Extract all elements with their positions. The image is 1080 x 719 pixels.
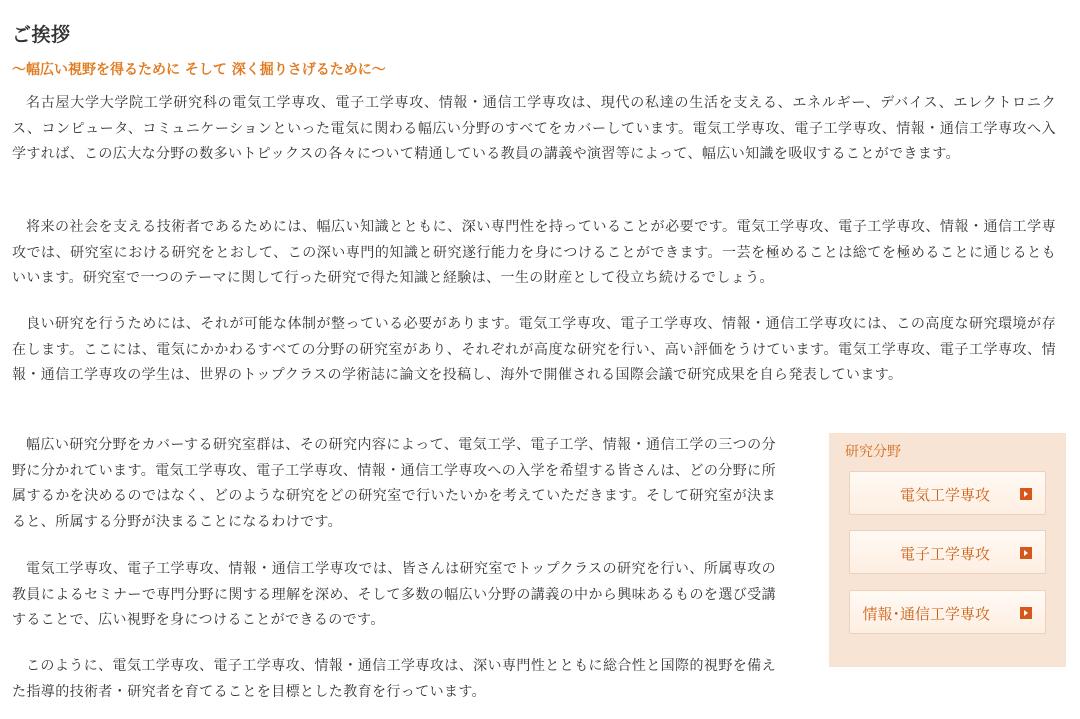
arrow-right-icon bbox=[1020, 607, 1032, 619]
paragraph-seminars: 電気工学専攻、電子工学専攻、情報・通信工学専攻では、皆さんは研究室でトップクラスの研究を行い、所属専攻の教員によるセミナーで専門分野に関する理解を深め、そして多数の幅広い分野の講義の中から興味あるものを選び受講することで、広い視野を身につけることができるのです。 bbox=[12, 561, 776, 628]
research-fields-box bbox=[829, 433, 1066, 667]
research-fields-title: 研究分野 bbox=[845, 444, 901, 460]
information-communication-engineering-label: 情報･通信工学専攻 bbox=[862, 605, 990, 623]
electronics-engineering-button[interactable] bbox=[849, 530, 1046, 574]
information-communication-engineering-button[interactable] bbox=[849, 590, 1046, 634]
arrow-right-icon bbox=[1020, 488, 1032, 500]
electronics-engineering-label: 電子工学専攻 bbox=[899, 545, 990, 563]
paragraph-specialty: 将来の社会を支える技術者であるためには、幅広い知識とともに、深い専門性を持っていることが必要です。電気工学専攻、電子工学専攻、情報・通信工学専攻では、研究室における研究をとおして、この深い専門的知識と研究遂行能力を身につけることができます。一芸を極めることは総てを極めることに通じるともいいます。研究室で一つのテーマに関して行った研究で得た知識と経験は、一生の財産として役立ち続けるでしょう。 bbox=[12, 219, 1056, 286]
paragraph-research-environment: 良い研究を行うためには、それが可能な体制が整っている必要があります。電気工学専攻、電子工学専攻、情報・通信工学専攻には、この高度な研究環境が存在します。ここには、電気にかかわるすべての分野の研究室があり、それぞれが高度な研究を行い、高い評価をうけています。電気工学専攻、電子工学専攻、情報・通信工学専攻の学生は、世界のトップクラスの学術誌に論文を投稿し、海外で開催される国際会議で研究成果を自ら発表しています。 bbox=[12, 316, 1056, 383]
electrical-engineering-label: 電気工学専攻 bbox=[899, 486, 990, 504]
page-subtitle: 〜幅広い視野を得るために そして 深く掘りさげるために〜 bbox=[12, 62, 386, 78]
page-title: ご挨拶 bbox=[12, 24, 71, 46]
paragraph-intro: 名古屋大学大学院工学研究科の電気工学専攻、電子工学専攻、情報・通信工学専攻は、現代の私達の生活を支える、エネルギー、デバイス、エレクトロニクス、コンピュータ、コミュニケーションといった電気に関わる幅広い分野のすべてをカバーしています。電気工学専攻、電子工学専攻、情報・通信工学専攻へ入学すれば、この広大な分野の数多いトピックスの各々について精通している教員の講義や演習等によって、幅広い知識を吸収することができます。 bbox=[12, 95, 1056, 162]
paragraph-research-fields: 幅広い研究分野をカバーする研究室群は、その研究内容によって、電気工学、電子工学、情報・通信工学の三つの分野に分かれています。電気工学専攻、電子工学専攻、情報・通信工学専攻への入学を希望する皆さんは、どの分野に所属するかを決めるのではなく、どのような研究をどの研究室で行いたいかを考えていただきます。そして研究室が決まると、所属する分野が決まることになるわけです。 bbox=[12, 437, 776, 530]
paragraph-conclusion: このように、電気工学専攻、電子工学専攻、情報・通信工学専攻は、深い専門性とともに総合性と国際的視野を備えた指導的技術者・研究者を育てることを目標とした教育を行っています。 bbox=[12, 658, 776, 700]
electrical-engineering-button[interactable] bbox=[849, 471, 1046, 515]
arrow-right-icon bbox=[1020, 547, 1032, 559]
